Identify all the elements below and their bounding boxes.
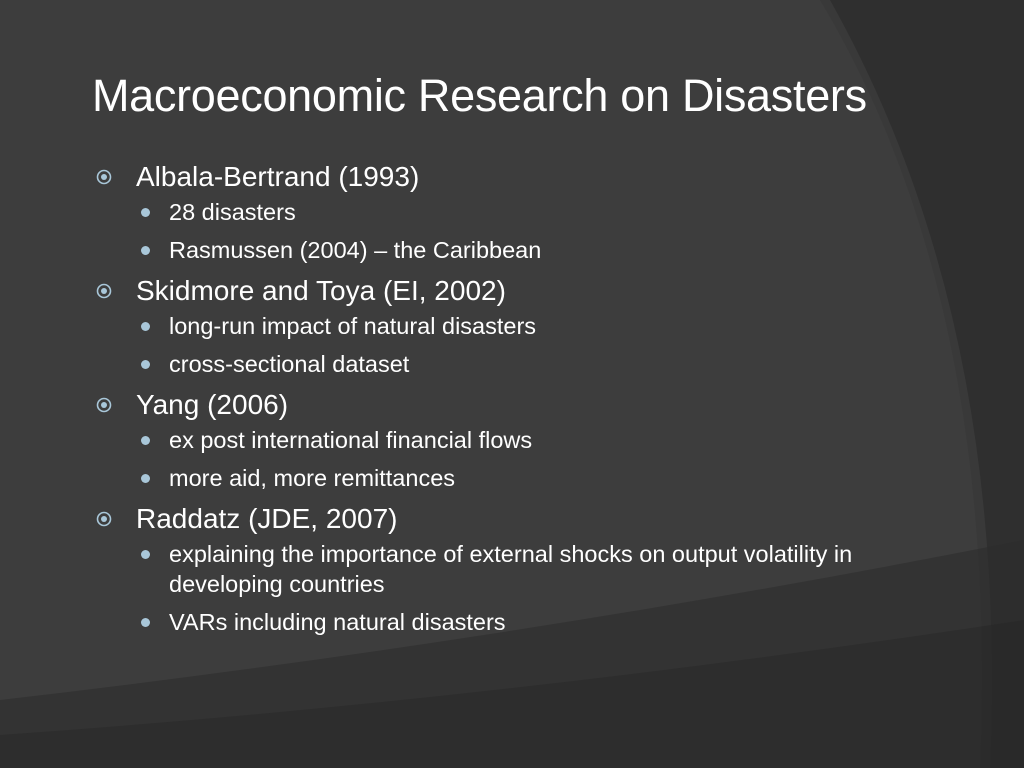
- sub-bullet-item: [92, 311, 892, 341]
- bullet-item: [92, 272, 892, 310]
- bullet-list: [92, 158, 892, 644]
- sub-bullet-text: VARs including natural disasters: [169, 609, 506, 635]
- filled-circle-icon: [141, 322, 150, 331]
- circled-dot-icon: [96, 397, 112, 413]
- bullet-text: Yang (2006): [136, 389, 289, 420]
- filled-circle-icon: [141, 246, 150, 255]
- sub-bullet-item: [92, 425, 892, 455]
- filled-circle-icon: [141, 618, 150, 627]
- circled-dot-icon: [96, 283, 112, 299]
- sub-bullet-text: long-run impact of natural disasters: [169, 313, 537, 339]
- slide-title: Macroeconomic Research on Disasters: [92, 70, 867, 121]
- sub-bullet-text: explaining the importance of external shocks on output volatility in developing countries: [169, 541, 853, 597]
- sub-bullet-list: [92, 424, 892, 500]
- sub-bullet-item: [92, 463, 892, 493]
- sub-bullet-text: Rasmussen (2004) – the Caribbean: [169, 237, 542, 263]
- bullet-text: Skidmore and Toya (EI, 2002): [136, 275, 506, 306]
- sub-bullet-text: more aid, more remittances: [169, 465, 456, 491]
- filled-circle-icon: [141, 550, 150, 559]
- sub-bullet-text: cross-sectional dataset: [169, 351, 410, 377]
- sub-bullet-item: [92, 235, 892, 265]
- filled-circle-icon: [141, 474, 150, 483]
- sub-bullet-list: [92, 538, 892, 644]
- sub-bullet-text: ex post international financial flows: [169, 427, 533, 453]
- circled-dot-icon: [96, 511, 112, 527]
- sub-bullet-item: [92, 607, 892, 637]
- sub-bullet-list: [92, 196, 892, 272]
- sub-bullet-item: [92, 539, 892, 599]
- sub-bullet-item: [92, 349, 892, 379]
- filled-circle-icon: [141, 436, 150, 445]
- bullet-text: Raddatz (JDE, 2007): [136, 503, 398, 534]
- bullet-item: [92, 158, 892, 196]
- bullet-text: Albala-Bertrand (1993): [136, 161, 420, 192]
- filled-circle-icon: [141, 208, 150, 217]
- bullet-item: [92, 386, 892, 424]
- filled-circle-icon: [141, 360, 150, 369]
- sub-bullet-text: 28 disasters: [169, 199, 296, 225]
- sub-bullet-list: [92, 310, 892, 386]
- sub-bullet-item: [92, 197, 892, 227]
- bullet-item: [92, 500, 892, 538]
- circled-dot-icon: [96, 169, 112, 185]
